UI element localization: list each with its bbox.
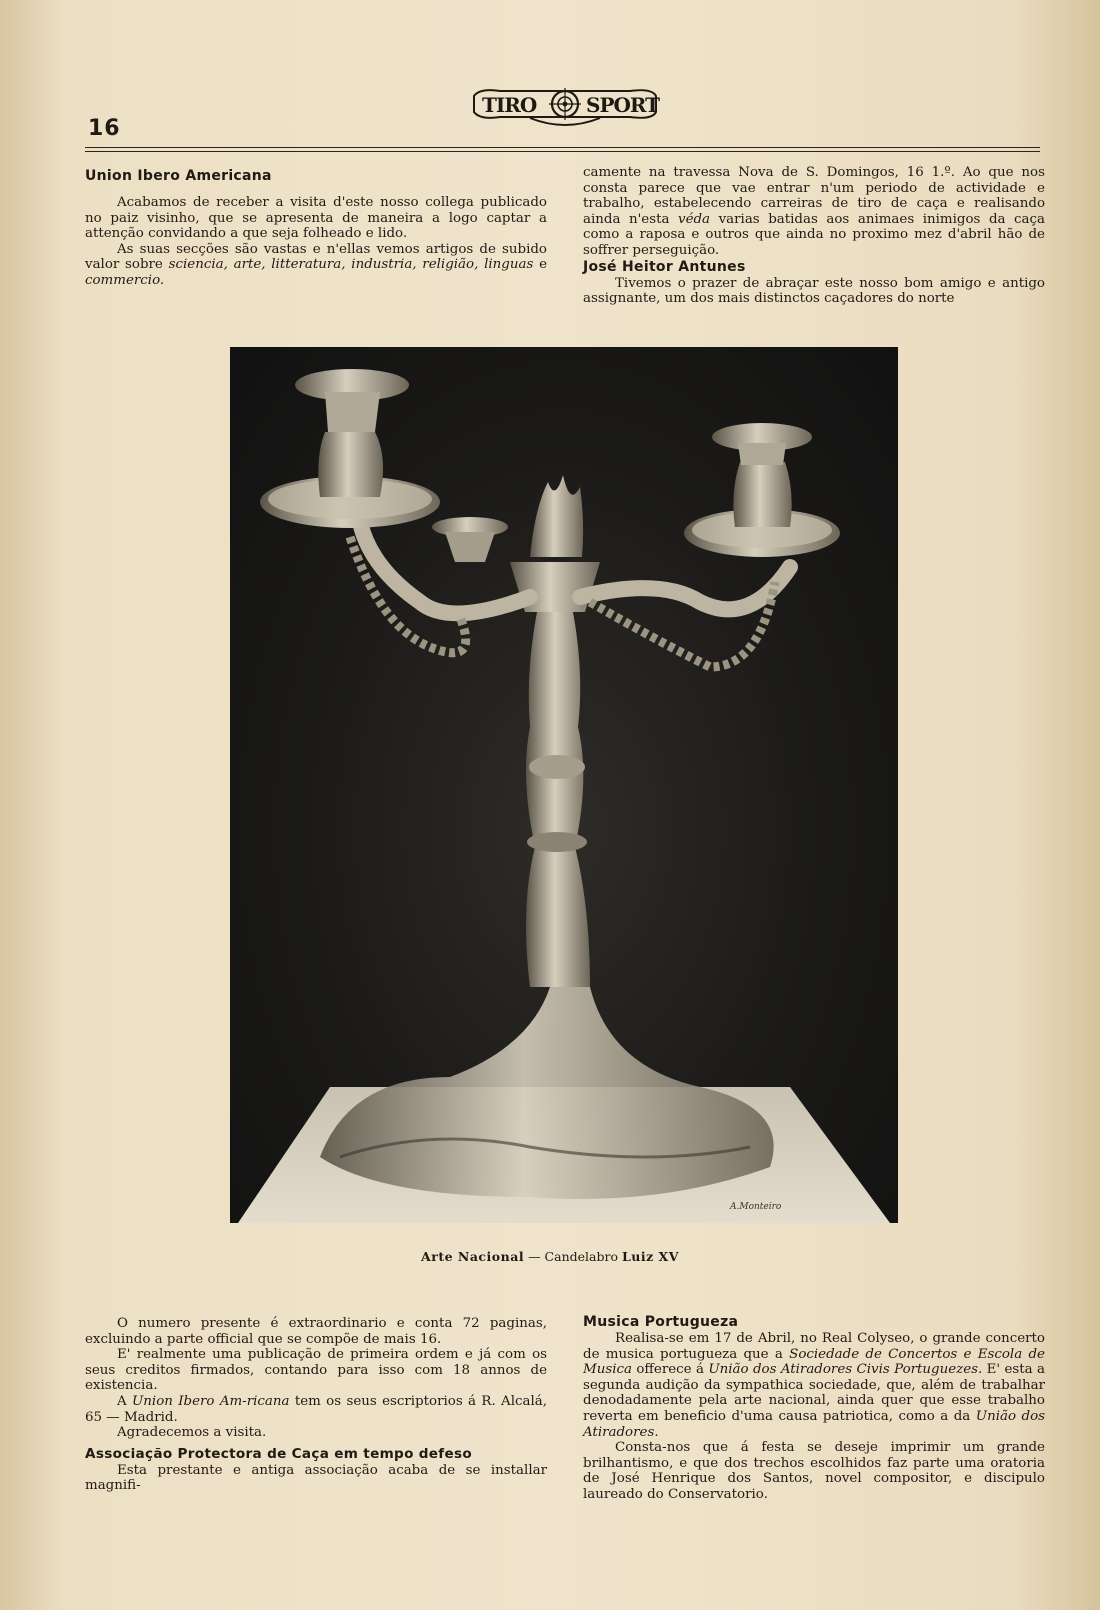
heading-associacao-protectora: Associação Protectora de Caça em tempo defeso bbox=[85, 1445, 473, 1462]
article-associacao-continued bbox=[583, 165, 1045, 307]
candelabrum-photo bbox=[230, 347, 898, 1223]
paragraph: O numero presente é extraordinario e conta 72 paginas, excluindo a parte official que se compõe de mais 16. bbox=[85, 1316, 547, 1347]
candelabrum-illustration bbox=[230, 347, 898, 1223]
masthead-logo bbox=[470, 82, 660, 132]
heading-union-ibero: Union Ibero Americana bbox=[85, 168, 272, 184]
paragraph: Esta prestante e antiga associação acaba de se installar magnifi- bbox=[85, 1462, 547, 1494]
header-rule bbox=[85, 147, 1040, 148]
paragraph: E' realmente uma publicação de primeira ordem e já com os seus creditos firmados, contando para isso com 18 annos de existencia. bbox=[85, 1347, 547, 1394]
heading-jose-heitor-antunes: José Heitor Antunes bbox=[583, 258, 746, 275]
paragraph: Realisa-se em 17 de Abril, no Real Colyseo, o grande concerto de musica portugueza que a Sociedade de Concertos e Escola de Musica offerece á União dos Atiradores Civis Portuguezes. E' esta a segunda audição da sympathica sociedade, que, além de trabalhar denodadamente pela arte nacional, ainda quer que esse trabalho reverta em beneficio d'uma causa patriotica, como a da União dos Atiradores. bbox=[583, 1331, 1045, 1440]
paragraph: As suas secções são vastas e n'ellas vemos artigos de subido valor sobre sciencia, arte, litteratura, industria, religião, linguas e commercio. bbox=[85, 241, 548, 288]
paragraph: A Union Ibero Am-ricana tem os seus escriptorios á R. Alcalá, 65 — Madrid. bbox=[85, 1393, 547, 1425]
page-number: 16 bbox=[88, 116, 121, 141]
paragraph: Acabamos de receber a visita d'este nosso collega publicado no paiz visinho, que se apresenta de maneira a logo captar a attenção convidando a que seja folheado e lido. bbox=[85, 195, 547, 242]
header-rule-thin bbox=[85, 151, 1040, 152]
article-union-ibero-bottom bbox=[85, 1316, 547, 1494]
paragraph: Agradecemos a visita. bbox=[117, 1425, 267, 1441]
svg-text:TIRO: TIRO bbox=[482, 93, 537, 117]
heading-musica-portugueza: Musica Portugueza bbox=[583, 1314, 739, 1330]
paragraph: Consta-nos que á festa se deseje imprimir um grande brilhantismo, e que dos trechos escolhidos faz parte uma oratoria de José Henrique dos Santos, novel compositor, e discipulo laureado do Conservatorio. bbox=[583, 1440, 1045, 1502]
svg-text:SPORT: SPORT bbox=[586, 93, 660, 117]
article-union-ibero-top bbox=[85, 168, 547, 289]
photo-signature: A.Monteiro bbox=[730, 1202, 782, 1212]
paragraph: camente na travessa Nova de S. Domingos, 16 1.º. Ao que nos consta parece que vae entrar n'um periodo de actividade e trabalho, estabelecendo carreiras de tiro de caça e realisando ainda n'esta véda varias batidas aos animaes inimigos da caça como a raposa e outros que ainda no proximo mez d'abril hão de soffrer perseguição. bbox=[583, 165, 1046, 258]
photo-caption: Arte Nacional — Candelabro Luiz XV bbox=[421, 1249, 679, 1264]
paragraph: Tivemos o prazer de abraçar este nosso bom amigo e antigo assignante, um dos mais distinctos caçadores do norte bbox=[583, 275, 1045, 307]
article-musica-portugueza bbox=[583, 1314, 1045, 1503]
